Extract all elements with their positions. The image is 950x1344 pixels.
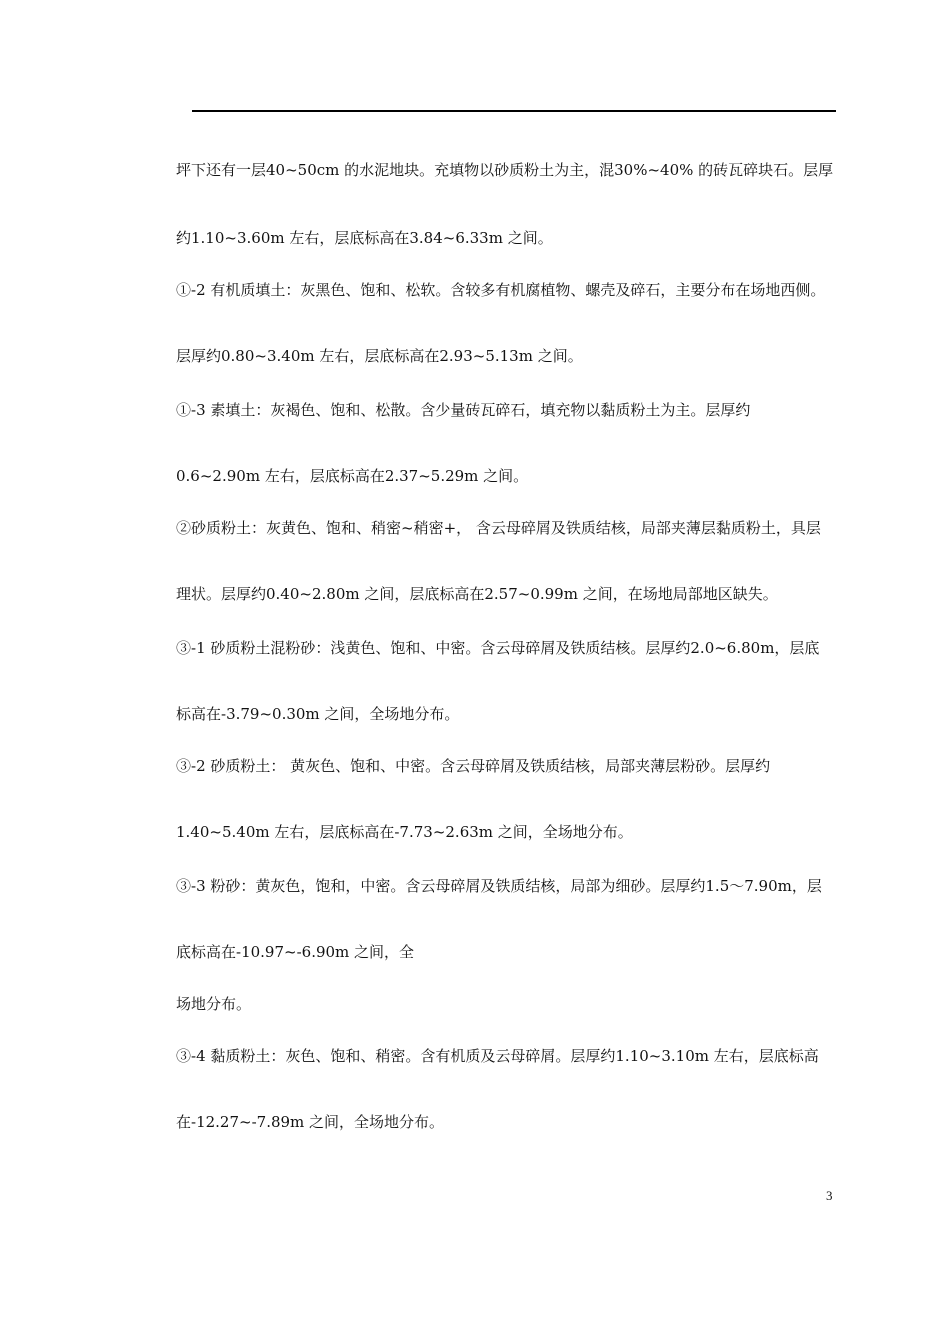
paragraph-line: 理状。层厚约0.40~2.80m 之间，层底标高在2.57~0.99m 之间，在场地局部地区缺失。 — [176, 585, 778, 603]
paragraph-line: ①-3 素填土：灰褐色、饱和、松散。含少量砖瓦碎石，填充物以黏质粉土为主。层厚约 — [176, 401, 751, 419]
paragraph-line: 约1.10~3.60m 左右，层底标高在3.84~6.33m 之间。 — [176, 229, 553, 247]
paragraph-line: ③-4 黏质粉土：灰色、饱和、稍密。含有机质及云母碎屑。层厚约1.10~3.10m 左右，层底标高 — [176, 1047, 819, 1065]
paragraph-line: 在-12.27~-7.89m 之间，全场地分布。 — [176, 1113, 445, 1131]
paragraph-line: ②砂质粉土：灰黄色、饱和、稍密~稍密+， 含云母碎屑及铁质结核，局部夹薄层黏质粉土，具层 — [176, 519, 821, 537]
paragraph-line: 0.6~2.90m 左右，层底标高在2.37~5.29m 之间。 — [176, 467, 529, 485]
page-number: 3 — [826, 1188, 833, 1203]
paragraph-line: ③-1 砂质粉土混粉砂：浅黄色、饱和、中密。含云母碎屑及铁质结核。层厚约2.0~6.80m，层底 — [176, 639, 820, 657]
paragraph-line: 坪下还有一层40~50cm 的水泥地块。充填物以砂质粉土为主，混30%~40% 的砖瓦碎块石。层厚 — [176, 161, 834, 179]
paragraph-line: ③-2 砂质粉土： 黄灰色、饱和、中密。含云母碎屑及铁质结核，局部夹薄层粉砂。层厚约 — [176, 757, 771, 775]
paragraph-line: 底标高在-10.97~-6.90m 之间，全 — [176, 943, 415, 961]
paragraph-line: 标高在-3.79~0.30m 之间，全场地分布。 — [176, 705, 460, 723]
paragraph-line: 场地分布。 — [176, 995, 252, 1013]
paragraph-line: 1.40~5.40m 左右，层底标高在-7.73~2.63m 之间，全场地分布。 — [176, 823, 633, 841]
paragraph-line: 层厚约0.80~3.40m 左右，层底标高在2.93~5.13m 之间。 — [176, 347, 583, 365]
header-rule — [192, 110, 836, 112]
paragraph-line: ①-2 有机质填土：灰黑色、饱和、松软。含较多有机腐植物、螺壳及碎石，主要分布在场地西侧。 — [176, 281, 826, 299]
paragraph-line: ③-3 粉砂：黄灰色，饱和，中密。含云母碎屑及铁质结核，局部为细砂。层厚约1.5～7.90m，层 — [176, 877, 822, 895]
